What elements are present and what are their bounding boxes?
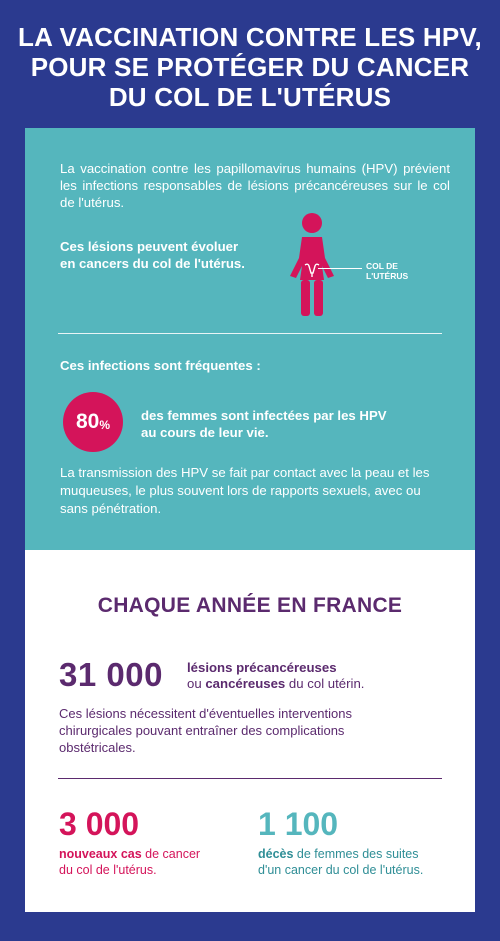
complications-paragraph: Ces lésions nécessitent d'éventuelles interventions chirurgicales pouvant entraîner des complications obstétricales. xyxy=(59,706,352,755)
divider xyxy=(58,778,442,779)
divider xyxy=(58,333,442,334)
cancer-cases-count: 3 000 xyxy=(59,806,140,842)
infection-stat-text: des femmes sont infectées par les HPV au cours de leur vie. xyxy=(141,408,387,440)
percentage-unit: % xyxy=(99,417,111,432)
transmission-paragraph: La transmission des HPV se fait par contact avec la peau et les muqueuses, le plus souvent lors de rapports sexuels, avec ou sans pénétration. xyxy=(60,465,430,516)
deaths-count: 1 100 xyxy=(258,806,339,842)
percentage-value: 80 xyxy=(75,410,100,433)
yearly-heading: CHAQUE ANNÉE EN FRANCE xyxy=(97,594,403,617)
page-title xyxy=(0,22,500,112)
cancer-cases-description: nouveaux cas de cancer du col de l'utérus. xyxy=(59,847,201,877)
title-line-1: LA VACCINATION CONTRE LES HPV, xyxy=(18,22,482,52)
lesions-paragraph xyxy=(60,238,280,272)
deaths-description: décès de femmes des suites d'un cancer du col de l'utérus. xyxy=(258,847,424,877)
title-line-2: POUR SE PROTÉGER DU CANCER xyxy=(30,52,470,82)
uterus-pointer-line xyxy=(318,268,362,269)
uterus-label: COL DE L'UTÉRUS xyxy=(366,261,409,281)
intro-paragraph: La vaccination contre les papillomavirus humains (HPV) prévient les infections responsables de lésions précancéreuses sur le col de l'utérus. xyxy=(60,161,450,210)
lesions-count: 31 000 xyxy=(59,656,163,693)
percentage-badge xyxy=(63,392,123,452)
lesions-line-2: en cancers du col de l'utérus. xyxy=(60,256,245,271)
lesions-count-description: lésions précancéreuses ou cancéreuses du col utérin. xyxy=(187,660,365,691)
lesions-line-1: Ces lésions peuvent évoluer xyxy=(60,239,239,254)
infections-heading: Ces infections sont fréquentes : xyxy=(60,358,261,373)
woman-icon xyxy=(282,210,342,320)
title-line-3: DU COL DE L'UTÉRUS xyxy=(108,82,392,112)
